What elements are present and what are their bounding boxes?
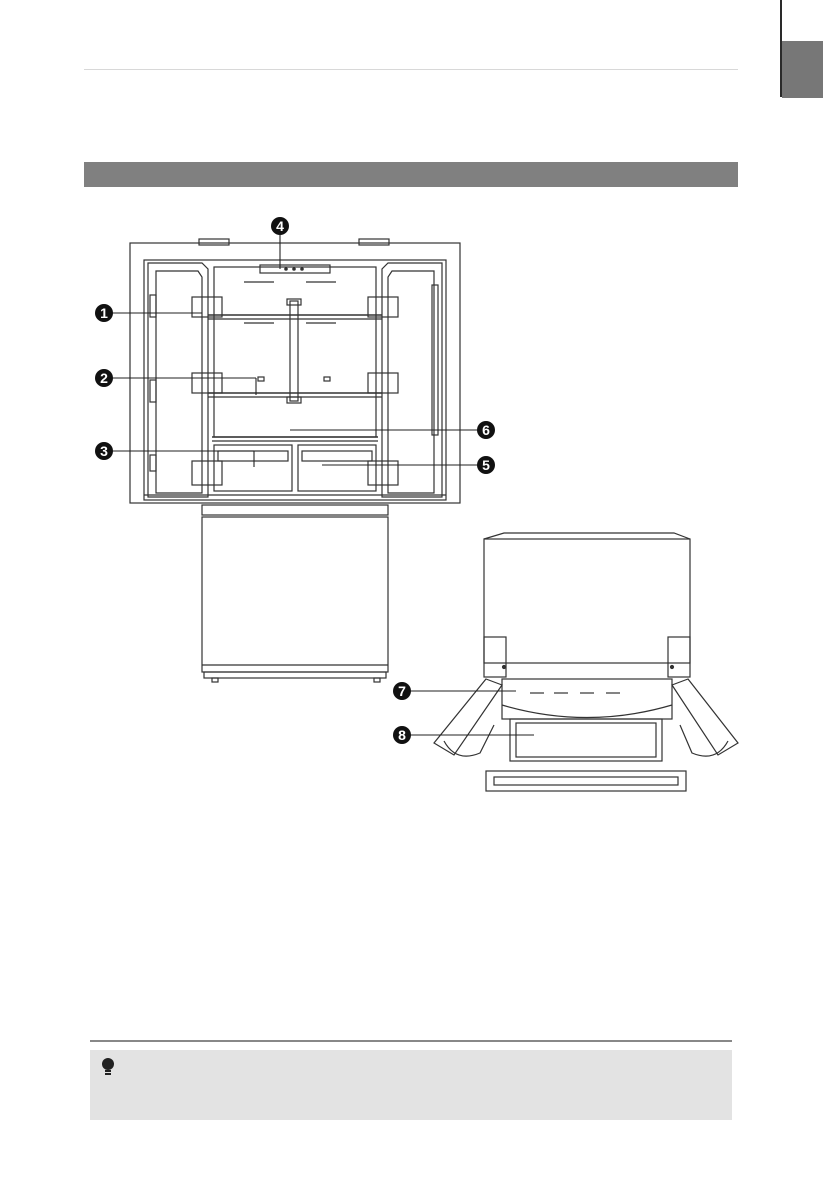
callout-4 — [271, 217, 289, 235]
callout-8 — [393, 726, 411, 744]
svg-text:4: 4 — [276, 218, 284, 234]
callout-6 — [477, 421, 495, 439]
section-tab — [782, 41, 823, 98]
crisper-drawer-right — [298, 445, 376, 491]
door-bin-left-2 — [192, 373, 222, 393]
lightbulb-icon — [98, 1056, 118, 1078]
refrigerator-illustration — [84, 205, 744, 805]
svg-text:6: 6 — [482, 422, 490, 438]
crisper-drawer-left — [214, 445, 292, 491]
callout-3 — [95, 442, 113, 460]
svg-text:1: 1 — [100, 305, 108, 321]
fridge-interior — [144, 260, 446, 500]
section-heading-bar — [84, 162, 738, 187]
door-bin-right-2 — [368, 373, 398, 393]
fridge-body-top-view — [484, 539, 690, 663]
svg-text:2: 2 — [100, 370, 108, 386]
freezer-drawer-handle — [486, 771, 686, 791]
note-box — [90, 1050, 732, 1120]
callout-5 — [477, 456, 495, 474]
door-bin-left-3 — [192, 461, 222, 485]
callout-2 — [95, 369, 113, 387]
door-bin-left-1 — [192, 297, 222, 317]
svg-text:3: 3 — [100, 443, 108, 459]
upper-freezer-tray — [502, 679, 672, 719]
svg-text:5: 5 — [482, 457, 490, 473]
callout-1 — [95, 304, 113, 322]
callout-7 — [393, 682, 411, 700]
right-door-liner — [382, 263, 442, 497]
door-bin-right-1 — [368, 297, 398, 317]
svg-text:8: 8 — [398, 727, 406, 743]
back-wall — [214, 267, 376, 437]
header-divider — [84, 69, 738, 70]
left-open-door — [434, 679, 502, 755]
freezer-drawer-front — [202, 517, 388, 672]
fridge-body — [130, 243, 460, 503]
note-divider — [90, 1040, 732, 1042]
left-door-liner — [148, 263, 208, 497]
svg-text:7: 7 — [398, 683, 406, 699]
freezer-basket — [510, 719, 662, 761]
right-open-door — [672, 679, 738, 755]
